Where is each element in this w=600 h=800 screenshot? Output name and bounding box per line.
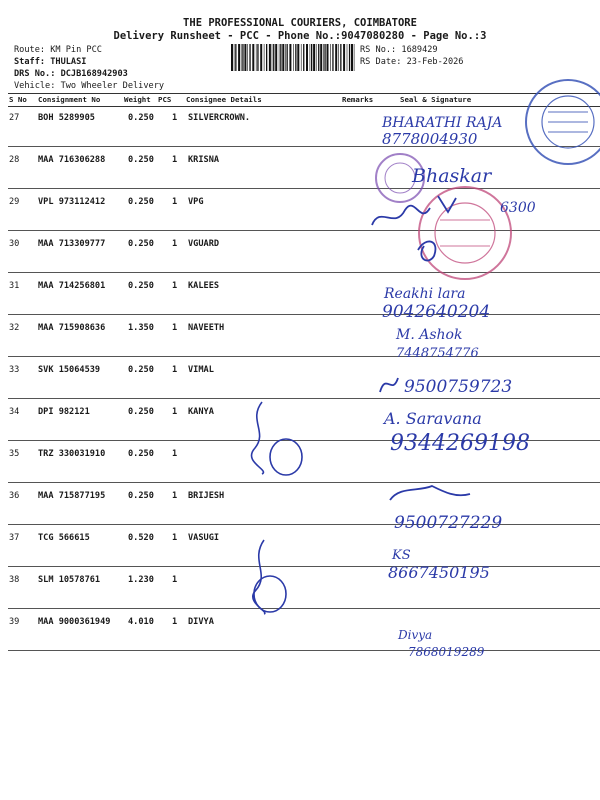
barcode-bar — [332, 44, 333, 71]
row-weight: 0.250 — [128, 113, 154, 123]
col-signature: Seal & Signature — [400, 95, 472, 104]
row-weight: 0.250 — [128, 281, 154, 291]
barcode-bar — [295, 44, 296, 71]
barcode-bar — [320, 44, 322, 71]
row-consignment-no: SLM 10578761 — [38, 575, 101, 585]
staff-label: Staff: THULASI — [14, 57, 87, 67]
barcode-bar — [340, 44, 341, 71]
hw-r33-phone: 9500759723 — [404, 377, 513, 397]
row-sno: 27 — [9, 113, 20, 123]
barcode-bar — [287, 44, 288, 71]
row-sno: 32 — [9, 323, 20, 333]
row-weight: 0.250 — [128, 449, 154, 459]
table-row — [8, 609, 600, 651]
barcode-bar — [316, 44, 317, 71]
row-weight: 1.350 — [128, 323, 154, 333]
barcode-bar — [354, 44, 355, 71]
row-consignment-no: MAA 715908636 — [38, 323, 106, 333]
row-consignment-no: TRZ 330031910 — [38, 449, 106, 459]
row-weight: 0.250 — [128, 491, 154, 501]
barcode-bar — [330, 44, 331, 71]
barcode-bar — [249, 44, 250, 71]
col-sno: S No — [9, 95, 27, 104]
row-pcs: 1 — [172, 449, 178, 459]
row-consignment-no: MAA 714256801 — [38, 281, 106, 291]
barcode-bar — [257, 44, 258, 71]
hw-r37-initials: KS — [392, 548, 411, 563]
barcode-bar — [349, 44, 350, 71]
barcode-bar — [324, 44, 325, 71]
row-pcs: 1 — [172, 407, 178, 417]
row-sno: 29 — [9, 197, 20, 207]
vehicle-label: Vehicle: Two Wheeler Delivery — [14, 81, 165, 91]
row-pcs: 1 — [172, 281, 178, 291]
rs-date: RS Date: 23-Feb-2026 — [360, 57, 464, 67]
hw-r39-name: Divya — [398, 628, 433, 642]
barcode-bar — [272, 44, 273, 71]
row-weight: 0.250 — [128, 239, 154, 249]
row-weight: 0.250 — [128, 155, 154, 165]
barcode-bar — [285, 44, 286, 71]
table-row — [8, 441, 600, 483]
table-row — [8, 399, 600, 441]
barcode-bar — [231, 44, 233, 71]
row-pcs: 1 — [172, 617, 178, 627]
barcode-bar — [347, 44, 348, 71]
row-pcs: 1 — [172, 239, 178, 249]
row-sno: 36 — [9, 491, 20, 501]
runsheet-subtitle: Delivery Runsheet - PCC - Phone No.:9047080280 - Page No.:3 — [113, 30, 487, 42]
table-row — [8, 189, 600, 231]
row-consignment-no: MAA 715877195 — [38, 491, 106, 501]
col-consignment: Consignment No — [38, 95, 101, 104]
col-pcs: PCS — [158, 95, 172, 104]
barcode — [231, 44, 355, 71]
row-pcs: 1 — [172, 491, 178, 501]
row-consignment-no: SVK 15064539 — [38, 365, 101, 375]
row-pcs: 1 — [172, 155, 178, 165]
barcode-bar — [269, 44, 271, 71]
hw-r37-phone: 8667450195 — [388, 563, 490, 582]
row-consignee: VGUARD — [188, 239, 220, 249]
row-weight: 0.250 — [128, 197, 154, 207]
barcode-bar — [301, 44, 302, 71]
barcode-bar — [273, 44, 274, 71]
row-sno: 28 — [9, 155, 20, 165]
hw-r31-name: Reakhi lara — [384, 286, 466, 302]
row-consignee: SILVERCROWN. — [188, 113, 251, 123]
barcode-bar — [289, 44, 291, 71]
row-sno: 30 — [9, 239, 20, 249]
route-label: Route: KM Pin PCC — [14, 45, 102, 55]
barcode-bar — [279, 44, 280, 71]
row-consignment-no: MAA 9000361949 — [38, 617, 111, 627]
row-sno: 35 — [9, 449, 20, 459]
barcode-bar — [256, 44, 257, 71]
hw-r31-phone: 9042640204 — [382, 302, 491, 322]
row-consignee: KALEES — [188, 281, 220, 291]
barcode-bar — [335, 44, 337, 71]
row-consignment-no: VPL 973112412 — [38, 197, 106, 207]
table-row — [8, 567, 600, 609]
barcode-bar — [234, 44, 235, 71]
rs-number: RS No.: 1689429 — [360, 45, 438, 55]
row-weight: 1.230 — [128, 575, 154, 585]
row-sno: 31 — [9, 281, 20, 291]
hw-r36-phone: 9500727229 — [394, 513, 503, 533]
row-pcs: 1 — [172, 113, 178, 123]
table-row — [8, 147, 600, 189]
table-row — [8, 315, 600, 357]
row-consignee: NAVEETH — [188, 323, 225, 333]
col-weight: Weight — [124, 95, 151, 104]
barcode-bar — [327, 44, 329, 71]
drs-label: DRS No.: DCJB168942903 — [14, 69, 128, 79]
row-sno: 34 — [9, 407, 20, 417]
row-consignment-no: TCG 566615 — [38, 533, 90, 543]
row-weight: 0.250 — [128, 407, 154, 417]
table-row — [8, 525, 600, 567]
row-consignment-no: DPI 982121 — [38, 407, 90, 417]
barcode-bar — [313, 44, 315, 71]
barcode-bar — [306, 44, 308, 71]
row-consignee: VPG — [188, 197, 204, 207]
barcode-bar — [310, 44, 311, 71]
row-weight: 0.520 — [128, 533, 154, 543]
row-sno: 39 — [9, 617, 20, 627]
barcode-bar — [318, 44, 319, 71]
row-consignee: KANYA — [188, 407, 214, 417]
hw-r39-phone: 7868019289 — [408, 645, 485, 659]
row-pcs: 1 — [172, 365, 178, 375]
row-consignee: VIMAL — [188, 365, 214, 375]
row-consignment-no: BOH 5289905 — [38, 113, 95, 123]
barcode-bar — [264, 44, 265, 71]
table-row — [8, 273, 600, 315]
col-remarks: Remarks — [342, 95, 374, 104]
barcode-bar — [266, 44, 267, 71]
row-sno: 33 — [9, 365, 20, 375]
hw-r29-num: 6300 — [500, 200, 536, 216]
barcode-bar — [323, 44, 324, 71]
table-row — [8, 105, 600, 147]
barcode-bar — [238, 44, 240, 71]
barcode-bar — [252, 44, 254, 71]
hw-r32-phone: 7448754776 — [396, 346, 479, 361]
barcode-bar — [247, 44, 248, 71]
barcode-bar — [338, 44, 339, 71]
company-title: THE PROFESSIONAL COURIERS, COIMBATORE — [183, 17, 417, 29]
hw-r34-phone: 9344269198 — [390, 431, 530, 456]
hw-r34-name: A. Saravana — [384, 409, 482, 428]
barcode-bar — [303, 44, 304, 71]
barcode-bar — [280, 44, 281, 71]
hw-r27-name: BHARATHI RAJA — [382, 115, 503, 131]
row-consignee: VASUGI — [188, 533, 220, 543]
hw-r27-phone: 8778004930 — [382, 130, 478, 148]
barcode-bar — [351, 44, 353, 71]
barcode-bar — [260, 44, 262, 71]
row-pcs: 1 — [172, 575, 178, 585]
row-consignee: DIVYA — [188, 617, 214, 627]
row-sno: 38 — [9, 575, 20, 585]
hw-r28-name: Bhaskar — [412, 165, 492, 187]
table-row — [8, 357, 600, 399]
row-weight: 4.010 — [128, 617, 154, 627]
row-consignment-no: MAA 713309777 — [38, 239, 106, 249]
barcode-bar — [241, 44, 242, 71]
barcode-bar — [275, 44, 277, 71]
row-pcs: 1 — [172, 197, 178, 207]
row-pcs: 1 — [172, 533, 178, 543]
row-consignee: BRIJESH — [188, 491, 225, 501]
table-row — [8, 231, 600, 273]
barcode-bar — [282, 44, 284, 71]
barcode-bar — [242, 44, 243, 71]
barcode-bar — [293, 44, 294, 71]
barcode-bar — [343, 44, 345, 71]
table-row — [8, 483, 600, 525]
row-sno: 37 — [9, 533, 20, 543]
row-weight: 0.250 — [128, 365, 154, 375]
barcode-bar — [244, 44, 246, 71]
barcode-bar — [311, 44, 312, 71]
row-consignee: KRISNA — [188, 155, 220, 165]
col-consignee: Consignee Details — [186, 95, 262, 104]
hw-r32-name: M. Ashok — [396, 327, 463, 343]
row-consignment-no: MAA 716306288 — [38, 155, 106, 165]
barcode-bar — [235, 44, 236, 71]
row-pcs: 1 — [172, 323, 178, 333]
barcode-bar — [297, 44, 299, 71]
